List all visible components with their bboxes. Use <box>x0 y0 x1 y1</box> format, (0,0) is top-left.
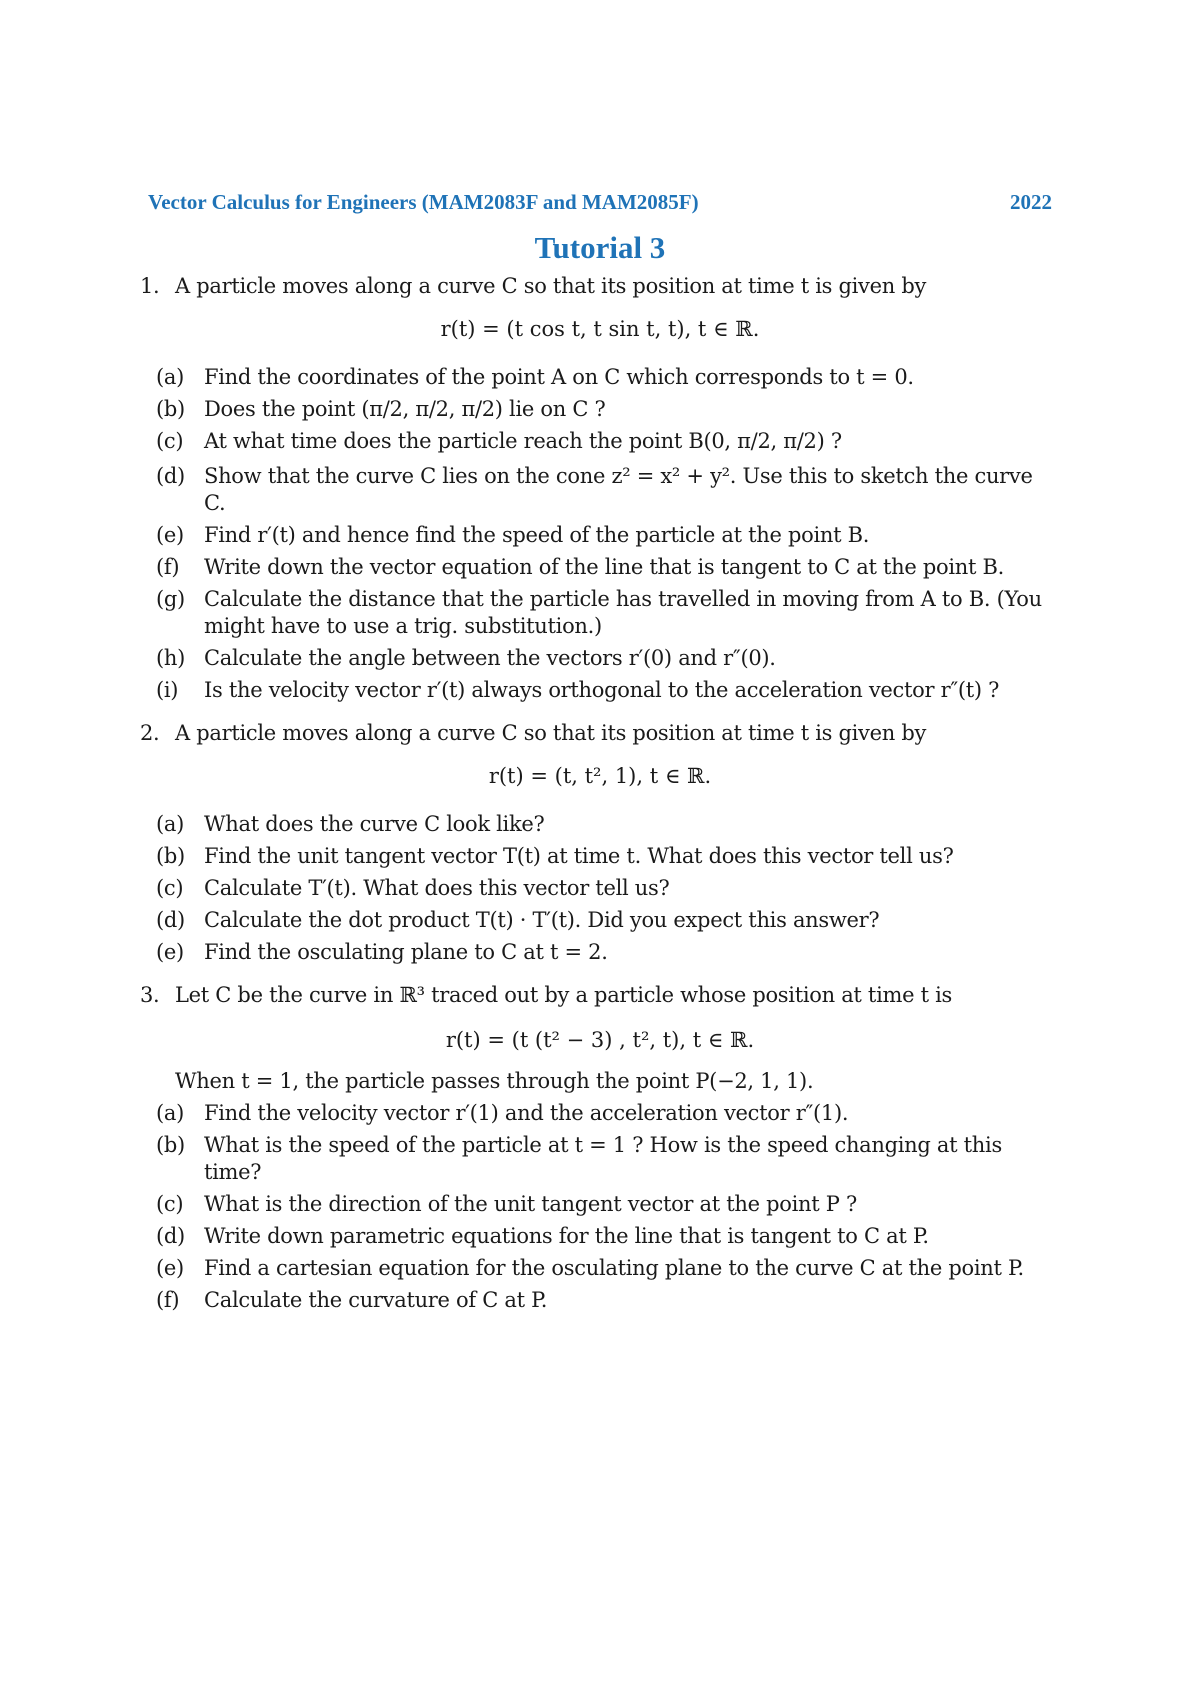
part-label: (b) <box>156 844 185 868</box>
part-text: Calculate the angle between the vectors r′(0) and r″(0). <box>204 646 776 670</box>
part-text: Write down parametric equations for the line that is tangent to C at P. <box>204 1224 929 1248</box>
part-text: What does the curve C look like? <box>204 812 545 836</box>
part-text: Find the osculating plane to C at t = 2. <box>204 940 608 964</box>
part-label: (c) <box>156 876 184 900</box>
part-text: What is the speed of the particle at t = 1 ? How is the speed changing at this <box>204 1133 1002 1157</box>
part-text: Calculate the dot product T(t) · T′(t). Did you expect this answer? <box>204 908 880 932</box>
part-text: Is the velocity vector r′(t) always orthogonal to the acceleration vector r″(t) ? <box>204 678 1000 702</box>
part-label: (a) <box>156 812 185 836</box>
part-text: Find r′(t) and hence find the speed of the particle at the point B. <box>204 523 870 547</box>
part-text: Find the velocity vector r′(1) and the acceleration vector r″(1). <box>204 1101 849 1125</box>
course-title: Vector Calculus for Engineers (MAM2083F and MAM2085F) <box>148 190 699 214</box>
part-label: (f) <box>156 555 180 579</box>
part-text: Find the unit tangent vector T(t) at time t. What does this vector tell us? <box>204 844 954 868</box>
page-header <box>148 190 1052 215</box>
part-label: (a) <box>156 365 185 389</box>
part-label: (g) <box>156 587 185 611</box>
part-text: Does the point (π/2, π/2, π/2) lie on C ? <box>204 397 606 421</box>
part-label: (d) <box>156 908 185 932</box>
part-label: (e) <box>156 940 184 964</box>
part-label: (b) <box>156 1133 185 1157</box>
page-title: Tutorial 3 <box>534 230 666 265</box>
part-label: (i) <box>156 678 179 702</box>
question-number: 3. <box>140 983 160 1007</box>
part-text: What is the direction of the unit tangent vector at the point P ? <box>204 1192 857 1216</box>
part-text: Write down the vector equation of the line that is tangent to C at the point B. <box>204 555 1005 579</box>
equation: r(t) = (t, t², 1), t ∈ ℝ. <box>488 764 712 788</box>
part-text: C. <box>204 491 226 515</box>
part-label: (c) <box>156 1192 184 1216</box>
part-label: (b) <box>156 397 185 421</box>
part-text: Find a cartesian equation for the osculating plane to the curve C at the point P. <box>204 1256 1024 1280</box>
part-label: (f) <box>156 1288 180 1312</box>
part-label: (c) <box>156 429 184 453</box>
question-intro: A particle moves along a curve C so that its position at time t is given by <box>175 274 927 298</box>
part-text: Show that the curve C lies on the cone z² = x² + y². Use this to sketch the curve <box>204 464 1033 488</box>
part-label: (e) <box>156 1256 184 1280</box>
part-text: time? <box>204 1160 262 1184</box>
question-intro: Let C be the curve in ℝ³ traced out by a particle whose position at time t is <box>175 983 953 1007</box>
equation: r(t) = (t cos t, t sin t, t), t ∈ ℝ. <box>440 317 760 341</box>
part-label: (a) <box>156 1101 185 1125</box>
part-label: (d) <box>156 464 185 488</box>
part-label: (e) <box>156 523 184 547</box>
part-text: might have to use a trig. substitution.) <box>204 614 602 638</box>
part-text: Calculate the curvature of C at P. <box>204 1288 548 1312</box>
equation: r(t) = (t (t² − 3) , t², t), t ∈ ℝ. <box>445 1028 755 1052</box>
part-text: Calculate T′(t). What does this vector tell us? <box>204 876 670 900</box>
question-number: 1. <box>140 274 160 298</box>
part-text: Find the coordinates of the point A on C which corresponds to t = 0. <box>204 365 914 389</box>
question-number: 2. <box>140 721 160 745</box>
year: 2022 <box>1010 190 1052 214</box>
question-intro: A particle moves along a curve C so that its position at time t is given by <box>175 721 927 745</box>
part-label: (h) <box>156 646 186 670</box>
note-text: When t = 1, the particle passes through the point P(−2, 1, 1). <box>175 1069 814 1093</box>
part-text: At what time does the particle reach the point B(0, π/2, π/2) ? <box>204 429 842 453</box>
part-label: (d) <box>156 1224 185 1248</box>
part-text: Calculate the distance that the particle has travelled in moving from A to B. (You <box>204 587 1042 611</box>
